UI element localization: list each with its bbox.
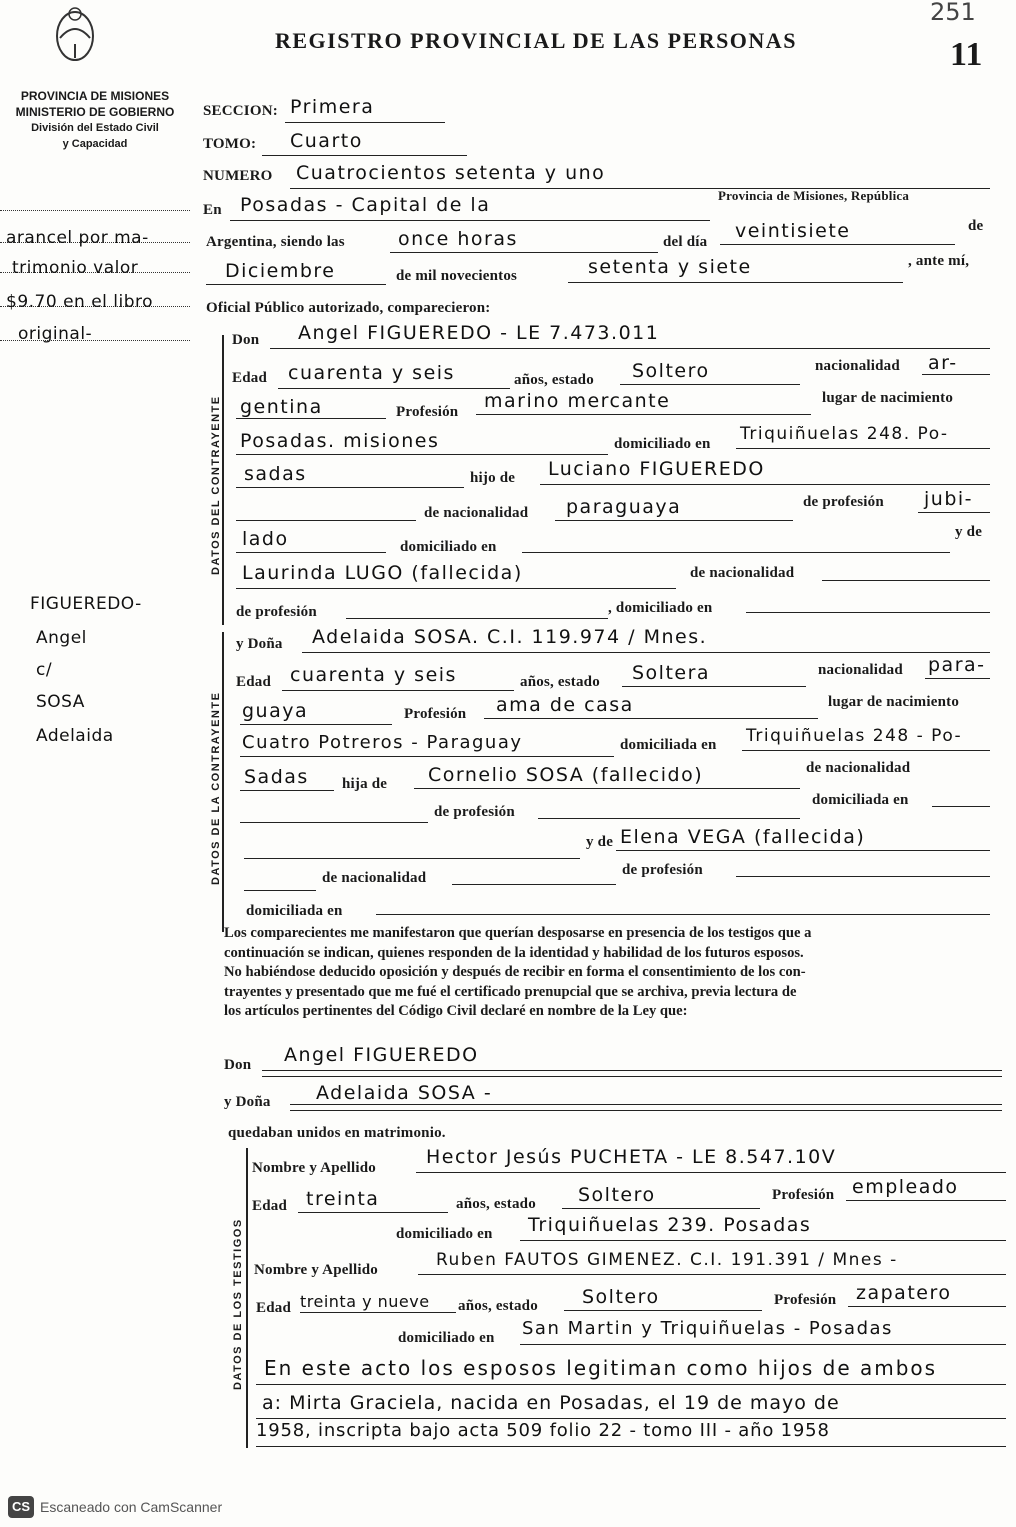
- note-text-1: En este acto los esposos legitiman como hijos de ambos: [264, 1356, 938, 1380]
- edad-label-t2: Edad: [256, 1300, 291, 1316]
- de-nacionalidad-label: de nacionalidad: [424, 505, 529, 521]
- contrayente2-bracket: [222, 632, 224, 932]
- seccion-line: [285, 122, 445, 123]
- t1-edad-line: [298, 1212, 448, 1213]
- don-label-2: Don: [224, 1057, 252, 1073]
- note-text-3: 1958, inscripta bajo acta 509 folio 22 - tomo III - año 1958: [256, 1420, 830, 1441]
- don-label: Don: [232, 332, 260, 348]
- corner-stamp-number: 251: [930, 0, 976, 26]
- profesion-label-t2: Profesión: [774, 1292, 837, 1308]
- prof-madre-line: [346, 618, 608, 619]
- anos-estado-label-t1: años, estado: [456, 1196, 536, 1212]
- nac-madre-dona-line: [452, 884, 616, 885]
- edad-label-t1: Edad: [252, 1198, 287, 1214]
- nac-dona-value-1: para-: [928, 654, 986, 676]
- numero-label: NUMERO: [203, 168, 273, 184]
- edad-label-2: Edad: [236, 674, 271, 690]
- nac-padre-line: [555, 520, 793, 521]
- datos-contrayente-label: DATOS DEL CONTRAYENTE: [210, 395, 222, 575]
- dom4-line: [240, 790, 334, 791]
- blank4-line: [244, 890, 316, 891]
- de-nacionalidad-label-3: de nacionalidad: [806, 760, 911, 776]
- de-label: de: [968, 218, 984, 234]
- paragraph-line: trayentes y presentado que me fué el certificado prenupcial que se archiva, previa lectura de: [224, 983, 797, 1000]
- blank3-line: [244, 858, 580, 859]
- dom-padre-dona-line: [932, 806, 990, 807]
- en-line: [230, 220, 710, 221]
- madre-don-value: Laurinda LUGO (fallecida): [242, 562, 523, 584]
- prof-dona-value: ama de casa: [496, 694, 634, 716]
- margin-name-note: SOSA: [36, 692, 85, 712]
- folio-number: 11: [950, 36, 983, 73]
- padre-don-value: Luciano FIGUEREDO: [548, 458, 765, 480]
- estado-don-value: Soltero: [632, 360, 710, 382]
- nac-line: [922, 374, 990, 375]
- dia-line: [720, 244, 955, 245]
- nac-padre-value: paraguaya: [566, 496, 682, 518]
- hija-de-label: hija de: [342, 776, 388, 792]
- madre-dona-value: Elena VEGA (fallecida): [620, 826, 866, 848]
- y-de-label: y de: [955, 524, 983, 540]
- padre-line: [540, 484, 990, 485]
- blank2-line: [240, 822, 428, 823]
- nac2-line: [236, 418, 386, 419]
- de-profesion-label-3: de profesión: [434, 804, 515, 820]
- prof2-line: [236, 552, 386, 553]
- prof-madre-dona-line: [736, 876, 990, 877]
- dia-value: veintisiete: [735, 220, 851, 242]
- dom-don-value-1: Triquiñuelas 248. Po-: [740, 424, 949, 444]
- paragraph-line: No habiéndose deducido oposición y después de recibir en forma el consentimiento de los con-: [224, 964, 806, 980]
- prof-line: [476, 414, 811, 415]
- lugar2-line: [240, 756, 614, 757]
- lugar-line: [236, 454, 608, 455]
- paragraph-line: Los comparecientes me manifestaron que querían desposarse en presencia de los testigos que a: [224, 925, 812, 941]
- nac3-line: [925, 678, 990, 679]
- paragraph-line: los artículos pertinentes del Código Civil declaré en nombre de la Ley que:: [224, 1003, 688, 1019]
- margin-name-note: Adelaida: [36, 726, 114, 746]
- nombre-apellido-label-2: Nombre y Apellido: [254, 1262, 378, 1278]
- horas-value: once horas: [398, 228, 518, 250]
- anos-estado-label: años, estado: [514, 372, 594, 388]
- nac-madre-line: [822, 580, 990, 581]
- margin-fee-note-line: original-: [18, 324, 93, 344]
- margin-line: [0, 210, 190, 211]
- margin-fee-note-line: arancel por ma-: [6, 228, 149, 248]
- padre-dona-line: [414, 788, 800, 789]
- datos-testigos-label: DATOS DE LOS TESTIGOS: [232, 1218, 244, 1390]
- del-dia-label: del día: [663, 234, 708, 250]
- estado2-line: [622, 686, 806, 687]
- profesion-label-2: Profesión: [404, 706, 467, 722]
- prof-dona-line: [484, 718, 818, 719]
- de-profesion-label-4: de profesión: [622, 862, 703, 878]
- quedaban-label: quedaban unidos en matrimonio.: [228, 1125, 446, 1141]
- don2-line: [262, 1070, 1002, 1071]
- nac-don-value-2: gentina: [240, 396, 323, 418]
- nac-don-value-1: ar-: [928, 352, 958, 374]
- edad-line: [278, 388, 510, 389]
- lugar-nac-label: lugar de nacimiento: [822, 390, 954, 406]
- madre-dona-line: [616, 850, 990, 851]
- t2-nombre-line: [418, 1274, 1006, 1275]
- padre-dona-value: Cornelio SOSA (fallecido): [428, 764, 704, 786]
- t2-dom-value: San Martin y Triquiñuelas - Posadas: [522, 1318, 893, 1339]
- division-name-2: y Capacidad: [62, 138, 128, 150]
- t2-prof-value: zapatero: [856, 1282, 952, 1304]
- mes-value: Diciembre: [225, 260, 336, 282]
- y-dona-label-2: y Doña: [224, 1094, 271, 1110]
- dona-line: [302, 652, 990, 653]
- anos-estado-label-t2: años, estado: [458, 1298, 538, 1314]
- margin-name-note: FIGUEREDO-: [30, 594, 142, 614]
- tomo-value: Cuarto: [290, 130, 363, 152]
- margin-name-note: Angel: [36, 628, 87, 648]
- horas-line: [390, 252, 658, 253]
- lugar-don-value: Posadas. misiones: [240, 430, 440, 452]
- en-label: En: [203, 202, 222, 218]
- document-title: REGISTRO PROVINCIAL DE LAS PERSONAS: [275, 28, 797, 53]
- t2-edad-value: treinta y nueve: [300, 1292, 430, 1311]
- testigos-bracket: [246, 1148, 248, 1448]
- madre-line: [236, 588, 676, 589]
- anos-estado-label-2: años, estado: [520, 674, 600, 690]
- note-text-2: a: Mirta Graciela, nacida en Posadas, el 19 de mayo de: [262, 1392, 840, 1414]
- prof-padre-value-1: jubi-: [924, 488, 974, 510]
- de-profesion-label-2: de profesión: [236, 604, 317, 620]
- dom-dona-value-1: Triquiñuelas 248 - Po-: [746, 726, 963, 746]
- t1-nombre-value: Hector Jesús PUCHETA - LE 8.547.10V: [426, 1146, 837, 1168]
- tomo-label: TOMO:: [203, 136, 257, 152]
- margin-fee-note-line: $9.70 en el libro: [6, 292, 154, 312]
- nacionalidad-label-2: nacionalidad: [818, 662, 903, 678]
- anio-value: setenta y siete: [588, 256, 752, 278]
- don-value: Angel FIGUEREDO - LE 7.473.011: [298, 322, 660, 344]
- t2-estado-value: Soltero: [582, 1286, 660, 1308]
- y-dona-label: y Doña: [236, 636, 283, 652]
- edad-dona-value: cuarenta y seis: [290, 664, 457, 686]
- edad2-line: [282, 690, 514, 691]
- place-value: Posadas - Capital de la: [240, 194, 491, 216]
- province-name: PROVINCIA DE MISIONES: [20, 89, 170, 103]
- nacionalidad-label: nacionalidad: [815, 358, 900, 374]
- domiciliada-label: domiciliada en: [620, 737, 717, 753]
- margin-name-note: c/: [36, 660, 53, 680]
- prof-padre-line: [918, 512, 990, 513]
- margin-fee-note-line: trimonio valor: [12, 258, 139, 278]
- prof-padre-value-2: lado: [242, 528, 289, 550]
- t2-prof-line: [848, 1306, 1006, 1307]
- t1-edad-value: treinta: [306, 1188, 380, 1210]
- domiciliada-label-3: domiciliada en: [246, 903, 343, 919]
- tomo-line: [262, 155, 467, 156]
- edad-label: Edad: [232, 370, 267, 386]
- dona-value: Adelaida SOSA. C.I. 119.974 / Mnes.: [312, 626, 708, 648]
- domiciliado-label-3: , domiciliado en: [608, 600, 713, 616]
- domiciliado-label-t1: domiciliado en: [396, 1226, 493, 1242]
- nac4-line: [240, 724, 392, 725]
- datos-contrayente2-label: DATOS DE LA CONTRAYENTE: [210, 691, 222, 885]
- dom-don-value-2: sadas: [244, 463, 307, 485]
- dom-padre-line: [522, 552, 950, 553]
- anio-line: [568, 282, 903, 283]
- de-profesion-label: de profesión: [803, 494, 884, 510]
- blank-line: [236, 520, 416, 521]
- t2-estado-line: [564, 1310, 762, 1311]
- t1-nombre-line: [416, 1172, 1006, 1173]
- y-de-label-2: y de: [586, 834, 614, 850]
- seccion-value: Primera: [290, 96, 375, 118]
- camscanner-logo-icon: CS: [8, 1496, 34, 1518]
- dona2-line-b: [290, 1110, 1002, 1111]
- note-line-3: [256, 1446, 1006, 1447]
- note-line-2: [256, 1418, 1006, 1419]
- profesion-label-t1: Profesión: [772, 1187, 835, 1203]
- dona2-value: Adelaida SOSA -: [316, 1082, 493, 1104]
- t2-edad-line: [300, 1312, 456, 1313]
- prof-padre-dona-line: [538, 818, 800, 819]
- dom2-line: [236, 487, 464, 488]
- note-line-1: [256, 1384, 1006, 1385]
- t1-dom-line: [520, 1240, 1006, 1241]
- dom-madre-line: [746, 612, 990, 613]
- edad-don-value: cuarenta y seis: [288, 362, 455, 384]
- t1-prof-value: empleado: [852, 1176, 959, 1198]
- prof-don-value: marino mercante: [484, 390, 671, 412]
- de-mil-label: de mil novecientos: [396, 268, 518, 284]
- mes-line: [206, 284, 386, 285]
- seccion-label: SECCION:: [203, 103, 278, 119]
- paragraph-line: continuación se indican, quienes responden de la identidad y habilidad de los futuros esposos.: [224, 944, 804, 961]
- domiciliado-label-2: domiciliado en: [400, 539, 497, 555]
- estado-line: [620, 384, 800, 385]
- dom-dona-value-2: Sadas: [244, 766, 309, 788]
- oficial-label: Oficial Público autorizado, comparecieron:: [206, 300, 491, 316]
- don-line: [270, 348, 990, 349]
- dom-madre-dona-line: [376, 914, 990, 915]
- nac-dona-value-2: guaya: [242, 700, 309, 722]
- declaration-paragraph: [224, 924, 1006, 1022]
- t1-dom-value: Triquiñuelas 239. Posadas: [528, 1214, 812, 1236]
- contrayente-bracket: [222, 335, 224, 625]
- lugar-nac-label-2: lugar de nacimiento: [828, 694, 960, 710]
- domiciliada-label-2: domiciliada en: [812, 792, 909, 808]
- domiciliado-label: domiciliado en: [614, 436, 711, 452]
- dona2-line: [290, 1104, 1002, 1105]
- argentina-label: Argentina, siendo las: [206, 234, 345, 250]
- de-nacionalidad-label-2: de nacionalidad: [690, 565, 795, 581]
- dom-line: [736, 448, 990, 449]
- provincia-label: Provincia de Misiones, República: [718, 188, 910, 203]
- office-header: [0, 88, 190, 152]
- nombre-apellido-label: Nombre y Apellido: [252, 1160, 376, 1176]
- lugar-dona-value: Cuatro Potreros - Paraguay: [242, 732, 523, 753]
- t1-estado-value: Soltero: [578, 1184, 656, 1206]
- scanner-watermark: Escaneado con CamScanner: [40, 1499, 223, 1515]
- de-nacionalidad-label-4: de nacionalidad: [322, 870, 427, 886]
- division-name-1: División del Estado Civil: [31, 122, 159, 134]
- domiciliado-label-t2: domiciliado en: [398, 1330, 495, 1346]
- dom-dona-line: [742, 750, 990, 751]
- hijo-de-label: hijo de: [470, 470, 516, 486]
- estado-dona-value: Soltera: [632, 662, 711, 684]
- t2-dom-line: [520, 1344, 1006, 1345]
- t1-estado-line: [562, 1208, 760, 1209]
- coat-of-arms-seal-icon: [52, 0, 98, 66]
- profesion-label: Profesión: [396, 404, 459, 420]
- numero-value: Cuatrocientos setenta y uno: [296, 162, 606, 184]
- don2-line-b: [262, 1076, 1002, 1077]
- ante-mi-label: , ante mí,: [908, 253, 970, 269]
- t2-nombre-value: Ruben FAUTOS GIMENEZ. C.I. 191.391 / Mnes -: [436, 1250, 898, 1270]
- t1-prof-line: [846, 1200, 1006, 1201]
- ministry-name: MINISTERIO DE GOBIERNO: [15, 105, 175, 119]
- don2-value: Angel FIGUEREDO: [284, 1044, 479, 1066]
